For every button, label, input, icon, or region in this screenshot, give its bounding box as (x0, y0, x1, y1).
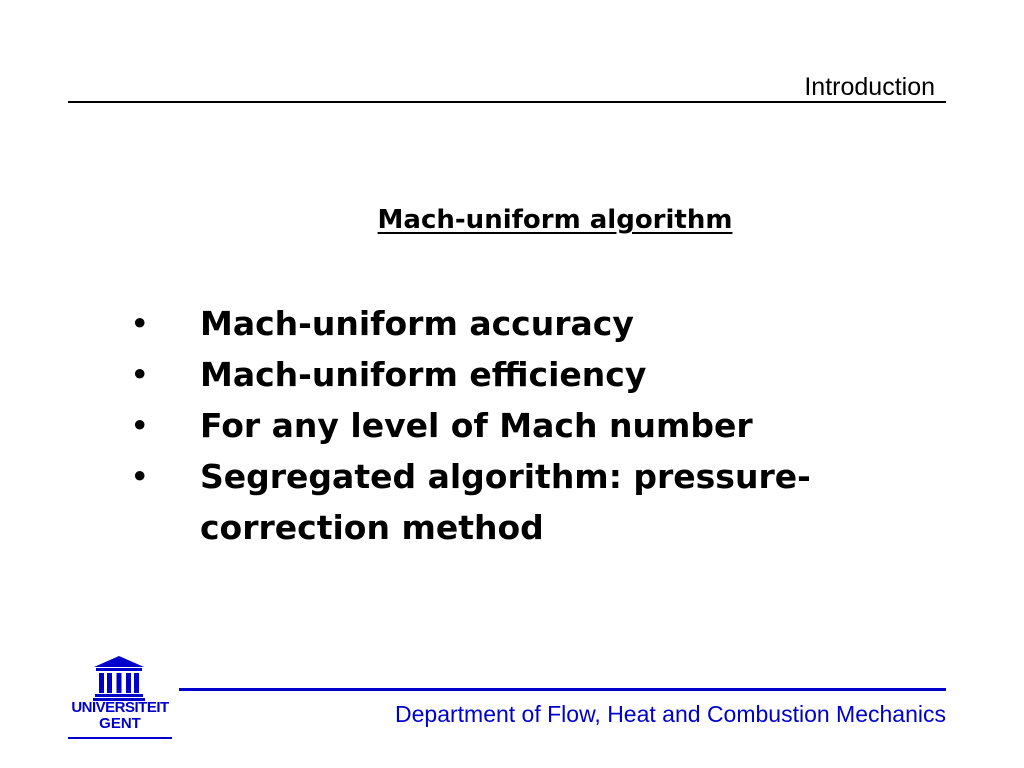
logo-text-line2: GENT (99, 715, 141, 732)
slide-title: Mach-uniform algorithm (377, 205, 733, 235)
bullet-text: For any level of Mach number (200, 406, 753, 445)
bullet-item (130, 451, 890, 553)
department-name: Department of Flow, Heat and Combustion Mechanics (395, 701, 946, 727)
bullet-marker: • (130, 406, 150, 445)
logo-underline (68, 737, 172, 739)
header-divider (68, 101, 946, 103)
footer-divider (179, 688, 946, 691)
bullet-marker: • (130, 355, 150, 394)
logo-text-line1: UNIVERSITEIT (71, 699, 169, 716)
bullet-text: Mach-uniform efficiency (200, 355, 647, 394)
bullet-marker: • (130, 304, 150, 343)
bullet-item (130, 298, 890, 349)
bullet-text: Segregated algorithm: pressure-correction method (200, 457, 811, 547)
bullet-text: Mach-uniform accuracy (200, 304, 634, 343)
university-building-icon (92, 655, 146, 701)
university-logo (66, 655, 174, 741)
section-label: Introduction (804, 73, 935, 101)
bullet-marker: • (130, 457, 150, 496)
bullet-item (130, 349, 890, 400)
bullet-list (130, 298, 890, 553)
bullet-item (130, 400, 890, 451)
